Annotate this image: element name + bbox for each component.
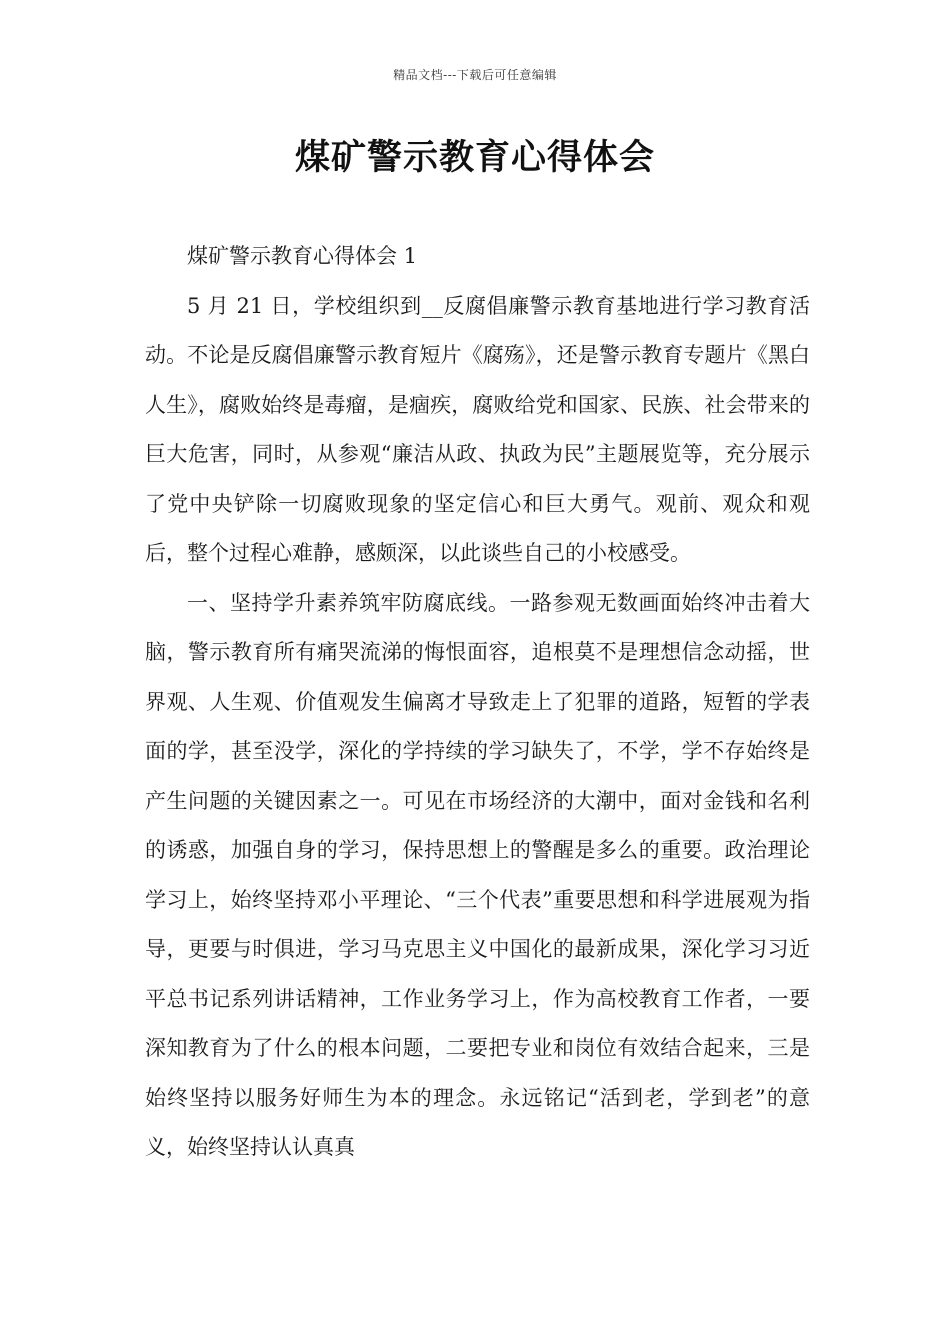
paragraph-1: 5 月 21 日，学校组织到__反腐倡廉警示教育基地进行学习教育活动。不论是反腐倡廉警示教育短片《腐殇》，还是警示教育专题片《黑白人生》，腐败始终是毒瘤，是痼疾，腐败给党和国家、民族、社会带来的巨大危害，同时，从参观“廉洁从政、执政为民”主题展览等，充分展示了党中央铲除一切腐败现象的坚定信心和巨大勇气。观前、观众和观后，整个过程心难静，感颇深，以此谈些自己的小校感受。 [145, 293, 810, 565]
paragraph-2: 一、坚持学升素养筑牢防腐底线。一路参观无数画面始终冲击着大脑，警示教育所有痛哭流涕的悔恨面容，追根莫不是理想信念动摇，世界观、人生观、价值观发生偏离才导致走上了犯罪的道路，短暂的学表面的学，甚至没学，深化的学持续的学习缺失了，不学，学不存始终是产生问题的关键因素之一。可见在市场经济的大潮中，面对金钱和名利的诱惑，加强自身的学习，保持思想上的警醒是多么的重要。政治理论学习上，始终坚持邓小平理论、“三个代表”重要思想和科学进展观为指导，更要与时俱进，学习马克思主义中国化的最新成果，深化学习习近平总书记系列讲话精神，工作业务学习上，作为高校教育工作者，一要深知教育为了什么的根本问题，二要把专业和岗位有效结合起来，三是始终坚持以服务好师生为本的理念。永远铭记“活到老，学到老”的意义，始终坚持认认真真 [145, 590, 810, 1159]
header-note: 精品文档---下载后可任意编辑 [393, 68, 557, 82]
document-body [145, 232, 810, 1173]
document-title: 煤矿警示教育心得体会 [294, 137, 655, 178]
section-heading: 煤矿警示教育心得体会 1 [187, 244, 418, 268]
